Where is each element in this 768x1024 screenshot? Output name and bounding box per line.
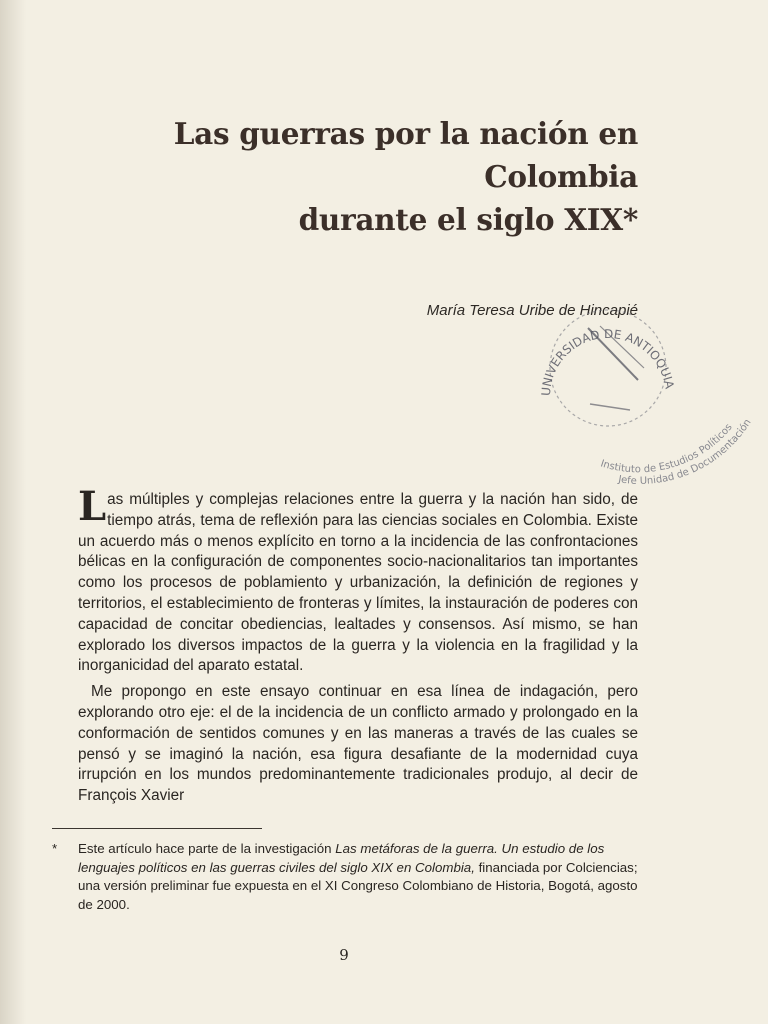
footnote-italic-title: Las metáforas de la guerra. Un estudio de los lenguajes políticos en las guerras civiles del siglo XIX en Colombia, (78, 841, 605, 875)
footnote-marker: * (52, 841, 58, 856)
footnote-text-end: financiada por Colciencias; una versión preliminar fue expuesta en el XI Congreso Colombiano de Historia, Bogotá, agosto de 2000. (78, 859, 638, 912)
article-title (100, 112, 638, 241)
footnote-rule (52, 828, 262, 829)
footnote-text-start: Este artículo hace parte de la investigación (78, 841, 336, 856)
title-line-1: Las guerras por la nación en Colombia (173, 116, 638, 194)
stamp-ring-text (539, 327, 677, 396)
paragraph-1 (78, 483, 638, 677)
article-body (78, 483, 638, 812)
library-stamp (520, 276, 760, 496)
paragraph-2: Me propongo en este ensayo continuar en esa línea de indagación, pero explorando otro eje: el de la incidencia de un conflicto armado y prolongado en la conformación de sentidos comunes y en las maneras a través de las cuales se pensó y se imaginó la nación, esa figura desafiante de la modernidad cuya irrupción en los mundos predominantemente tradicionales produjo, al decir de François Xavier (78, 683, 638, 805)
title-line-2: durante el siglo XIX* (298, 202, 638, 237)
drop-cap: L (78, 483, 107, 530)
stamp-outer-path-1: Instituto de Estudios Políticos (599, 421, 735, 476)
stamp-ring-path: UNIVERSIDAD DE ANTIOQUIA (538, 326, 677, 397)
stamp-outer-path-2: Jefe Unidad de Documentación (617, 417, 754, 487)
page-edge-shadow (0, 0, 26, 1024)
author-name: María Teresa Uribe de Hincapié (426, 302, 638, 319)
stamp-outer-text-1 (599, 422, 735, 475)
paragraph-1-text: as múltiples y complejas relaciones entre la guerra y la nación han sido, de tiempo atrás, tema de reflexión para las ciencias sociales en Colombia. Existe un acuerdo más o menos explícito en torno a la incidencia de las confrontaciones bélicas en la configuración de componentes socio-nacionalitarios tan importantes como los procesos de poblamiento y urbanización, la definición de regiones y territorios, el establecimiento de fronteras y límites, la instauración de poderes con capacidad de concitar obediencias, lealtades y consensos. Así mismo, se han explorado los diversos impactos de la guerra y la violencia en la fragilidad y la inorganicidad del aparato estatal. (78, 491, 638, 675)
footnote (52, 840, 638, 914)
footnote-text (78, 840, 638, 914)
page-number: 9 (339, 946, 349, 964)
